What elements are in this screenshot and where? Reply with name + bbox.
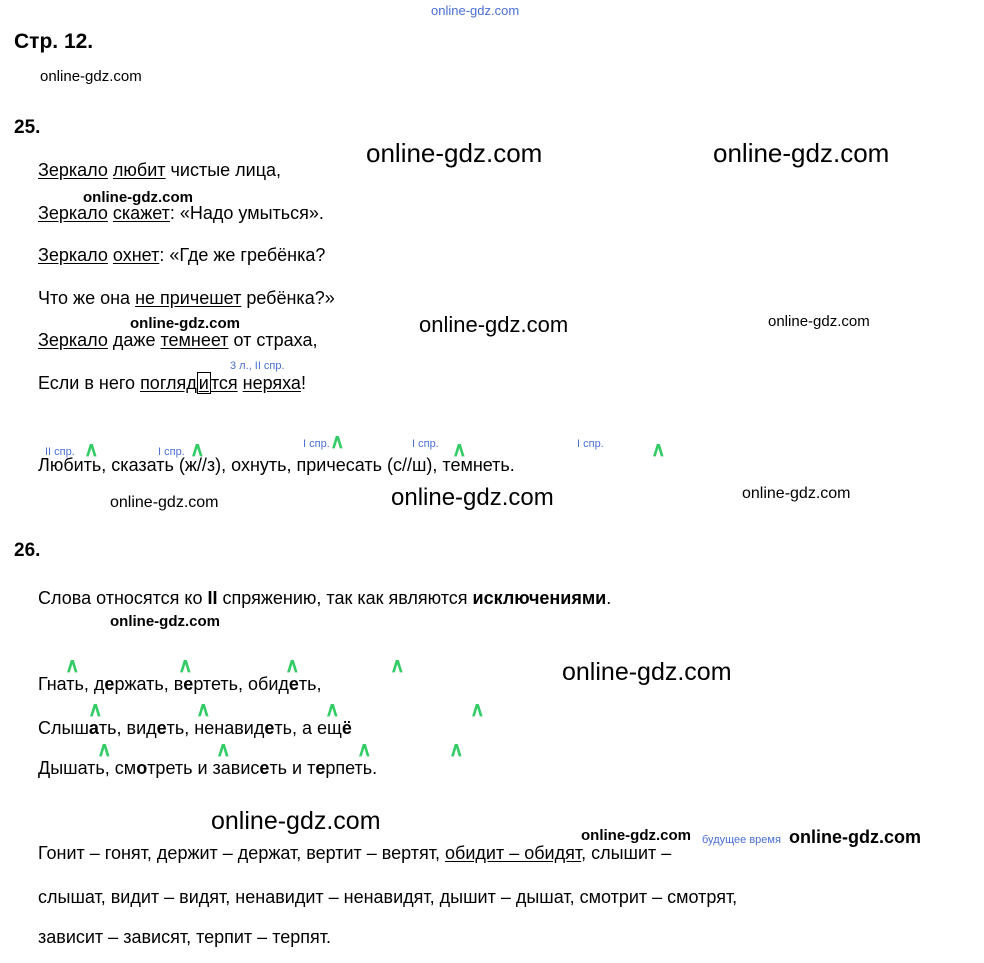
text-span: охнет <box>112 245 160 265</box>
verb-pairs-line <box>38 887 737 908</box>
watermark: online-gdz.com <box>562 658 732 686</box>
text-span: ть, а ещ <box>274 718 342 738</box>
watermark: online-gdz.com <box>40 68 142 85</box>
verse-line <box>38 758 377 779</box>
suffix-caret-icon: ∧ <box>330 431 345 453</box>
text-span: треть и завис <box>147 758 260 778</box>
suffix-caret-icon: ∧ <box>178 655 193 677</box>
text-span: чистые лица, <box>165 160 282 180</box>
text-span: ! <box>300 373 306 393</box>
suffix-caret-icon: ∧ <box>216 739 231 761</box>
text-span: е <box>288 674 299 694</box>
text-span: неряха <box>242 373 301 393</box>
conjugation-label: I спр. <box>412 438 439 450</box>
exercise-26-number: 26. <box>14 540 41 561</box>
exercise-26-intro <box>38 588 611 609</box>
text-span: Зеркало <box>38 245 108 265</box>
suffix-caret-icon: ∧ <box>651 439 666 461</box>
text-span: ржать, в <box>114 674 184 694</box>
text-span: не причешет <box>135 288 242 308</box>
suffix-caret-icon: ∧ <box>390 655 405 677</box>
suffix-caret-icon: ∧ <box>190 439 205 461</box>
future-tense-note: будущее время <box>702 834 781 846</box>
poem-line <box>38 373 306 394</box>
poem-line <box>38 330 317 351</box>
verse-line <box>38 718 352 739</box>
suffix-caret-icon: ∧ <box>65 655 80 677</box>
text-span: ть, ненавид <box>166 718 265 738</box>
suffix-caret-icon: ∧ <box>452 439 467 461</box>
verse-line <box>38 674 322 695</box>
text-span: Зеркало <box>38 203 108 223</box>
text-span: обидит – обидят <box>445 843 582 863</box>
text-span: спряжению, так как являются <box>217 588 473 608</box>
text-span: от страха, <box>228 330 318 350</box>
text-span: Гнать, д <box>38 674 105 694</box>
text-span: и <box>198 373 209 393</box>
text-span: ть, вид <box>98 718 157 738</box>
text-span: ртеть, обид <box>193 674 289 694</box>
text-span: а <box>88 718 99 738</box>
watermark: online-gdz.com <box>110 494 219 511</box>
text-span: е <box>156 718 167 738</box>
text-span: любит <box>112 160 166 180</box>
suffix-caret-icon: ∧ <box>325 699 340 721</box>
text-span: е <box>183 674 194 694</box>
text-span: Зеркало <box>38 330 108 350</box>
poem-line <box>38 288 335 309</box>
text-span: е <box>104 674 115 694</box>
text-span: исключениями <box>472 588 607 608</box>
text-span: ть, <box>298 674 322 694</box>
text-span: ребёнка?» <box>241 288 335 308</box>
watermark: online-gdz.com <box>391 484 554 511</box>
watermark: online-gdz.com <box>130 315 240 332</box>
verb-pairs-line <box>38 843 671 864</box>
watermark: online-gdz.com <box>768 313 870 330</box>
suffix-caret-icon: ∧ <box>449 739 464 761</box>
text-span: скажет <box>112 203 170 223</box>
conjugation-label: II спр. <box>45 446 75 458</box>
text-span: Что же она <box>38 288 136 308</box>
text-span: Гонит – гонят, держит – держат, вертит – вертят, <box>38 843 446 863</box>
text-span: зависит – зависят, терпит – терпят. <box>38 927 332 947</box>
watermark: online-gdz.com <box>110 613 220 630</box>
suffix-caret-icon: ∧ <box>97 739 112 761</box>
text-span: е <box>264 718 275 738</box>
suffix-caret-icon: ∧ <box>357 739 372 761</box>
poem-line <box>38 203 324 224</box>
watermark: online-gdz.com <box>419 312 569 337</box>
page-number-label: Стр. 12. <box>14 30 94 53</box>
text-span: II <box>207 588 218 608</box>
text-span: : «Надо умыться». <box>169 203 324 223</box>
text-span: Слыш <box>38 718 89 738</box>
text-span: : «Где же гребёнка? <box>159 245 326 265</box>
watermark: online-gdz.com <box>789 827 921 847</box>
poem-line <box>38 245 325 266</box>
verb-pairs-line <box>38 927 331 948</box>
suffix-caret-icon: ∧ <box>470 699 485 721</box>
suffix-caret-icon: ∧ <box>196 699 211 721</box>
watermark: online-gdz.com <box>581 827 691 844</box>
suffix-caret-icon: ∧ <box>285 655 300 677</box>
exercise-25-number: 25. <box>14 117 41 138</box>
text-span: ть и т <box>269 758 316 778</box>
conjugation-label: I спр. <box>577 438 604 450</box>
text-span: Слова относятся ко <box>38 588 208 608</box>
text-span: . <box>606 588 612 608</box>
watermark: online-gdz.com <box>83 189 193 206</box>
text-span: рпеть. <box>325 758 378 778</box>
suffix-caret-icon: ∧ <box>88 699 103 721</box>
boxed-grammar-note: 3 л., II спр. <box>230 360 285 372</box>
text-span: о <box>136 758 148 778</box>
text-span: даже <box>107 330 161 350</box>
text-span: погляд <box>140 373 197 393</box>
text-span: е <box>315 758 326 778</box>
poem-line <box>38 160 281 181</box>
text-span: слышат, видит – видят, ненавидит – ненавидят, дышит – дышат, смотрит – смотрят, <box>38 887 738 907</box>
watermark: online-gdz.com <box>366 138 543 168</box>
text-span: Зеркало <box>38 160 108 180</box>
text-span: е <box>259 758 270 778</box>
text-span: , слышит – <box>581 843 672 863</box>
exercise-25-verbs-line: Любить, сказать (ж//з), охнуть, причесать (с//ш), темнеть. <box>38 455 515 475</box>
text-span: темнеет <box>160 330 229 350</box>
suffix-caret-icon: ∧ <box>84 439 99 461</box>
conjugation-label: I спр. <box>303 438 330 450</box>
conjugation-label: I спр. <box>158 446 185 458</box>
text-span: Если в него <box>38 373 141 393</box>
text-span: тся <box>210 373 238 393</box>
watermark-top: online-gdz.com <box>431 3 520 18</box>
text-span: ё <box>341 718 352 738</box>
watermark: online-gdz.com <box>742 485 851 502</box>
text-span: Дышать, см <box>38 758 137 778</box>
watermark: online-gdz.com <box>211 807 381 835</box>
watermark: online-gdz.com <box>713 138 890 168</box>
